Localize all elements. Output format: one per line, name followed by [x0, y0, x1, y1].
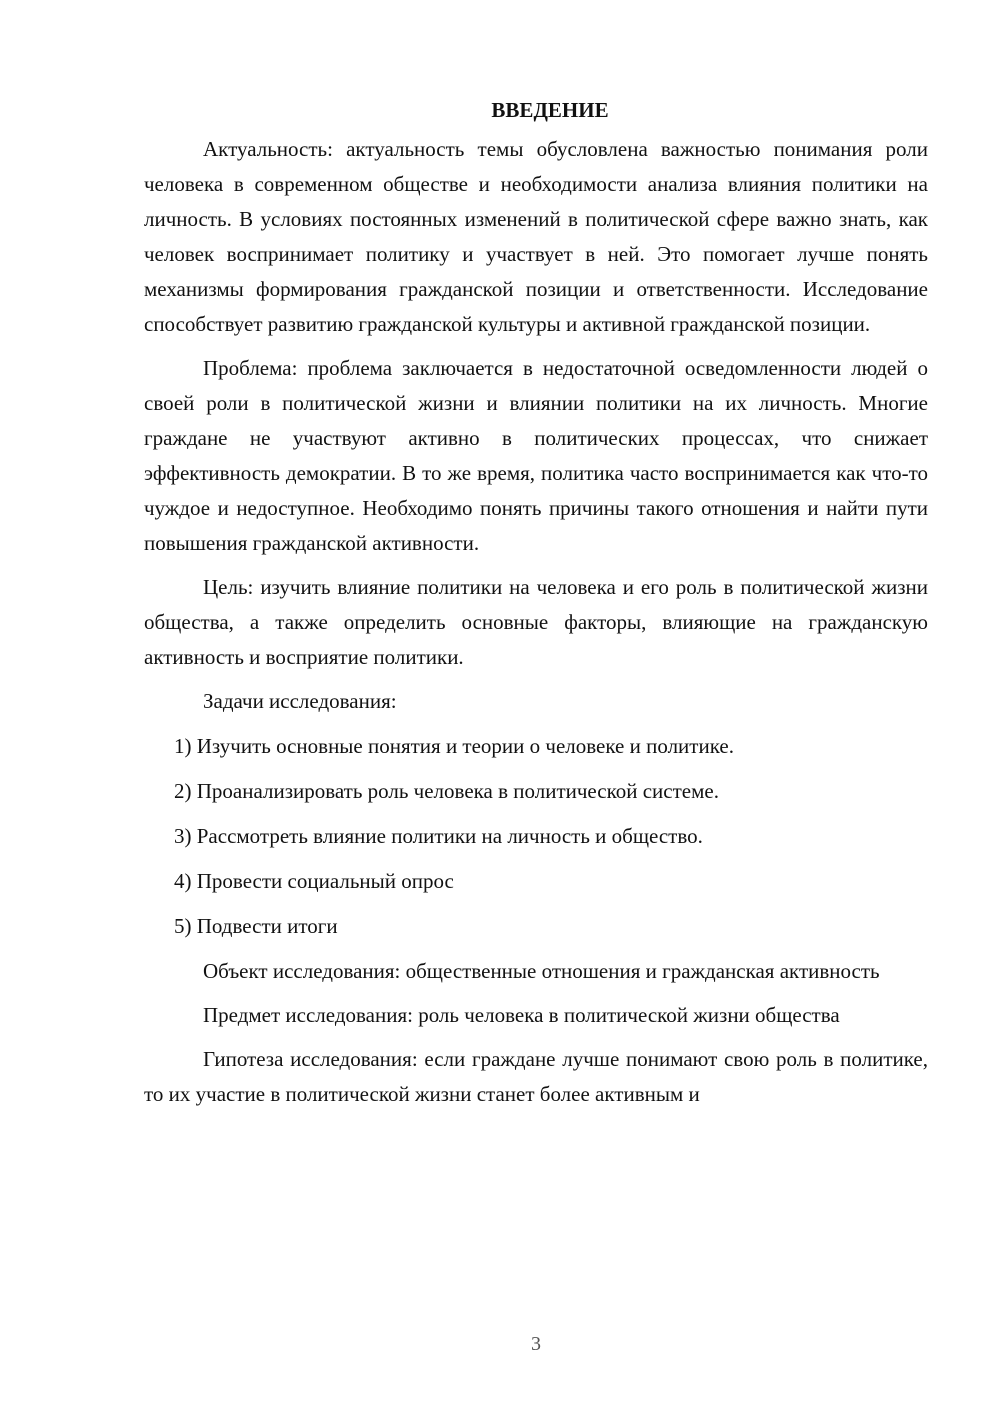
task-item: 5) Подвести итоги: [174, 914, 338, 938]
relevance-paragraph: Актуальность: актуальность темы обусловлена важностью понимания роли человека в современном обществе и необходимости анализа влияния политики на личность. В условиях постоянных изменений в политической сфере важно знать, как человек воспринимает политику и участвует в ней. Это помогает лучше понять механизмы формирования гражданской позиции и ответственности. Исследование способствует развитию гражданской культуры и активной гражданской позиции.: [144, 137, 928, 336]
task-item: 1) Изучить основные понятия и теории о человеке и политике.: [174, 734, 734, 758]
task-item: 2) Проанализировать роль человека в политической системе.: [174, 779, 719, 803]
page-title: ВВЕДЕНИЕ: [491, 98, 609, 122]
page-content: [144, 92, 928, 1121]
subject-paragraph: Предмет исследования: роль человека в политической жизни общества: [203, 1003, 840, 1027]
tasks-heading: Задачи исследования:: [203, 689, 397, 713]
task-item: 4) Провести социальный опрос: [174, 869, 454, 893]
object-paragraph: Объект исследования: общественные отношения и гражданская активность: [203, 959, 880, 983]
hypothesis-paragraph: Гипотеза исследования: если граждане лучше понимают свою роль в политике, то их участие в политической жизни станет более активным и: [144, 1047, 928, 1106]
task-item: 3) Рассмотреть влияние политики на личность и общество.: [174, 824, 703, 848]
tasks-list: [144, 729, 928, 944]
problem-paragraph: Проблема: проблема заключается в недостаточной осведомленности людей о своей роли в политической жизни и влиянии политики на их личность. Многие граждане не участвуют активно в политических процессах, что снижает эффективность демократии. В то же время, политика часто воспринимается как что-то чуждое и недоступное. Необходимо понять причины такого отношения и найти пути повышения гражданской активности.: [144, 356, 928, 555]
goal-paragraph: Цель: изучить влияние политики на человека и его роль в политической жизни общества, а также определить основные факторы, влияющие на гражданскую активность и восприятие политики.: [144, 575, 928, 669]
page-number: 3: [531, 1333, 541, 1355]
